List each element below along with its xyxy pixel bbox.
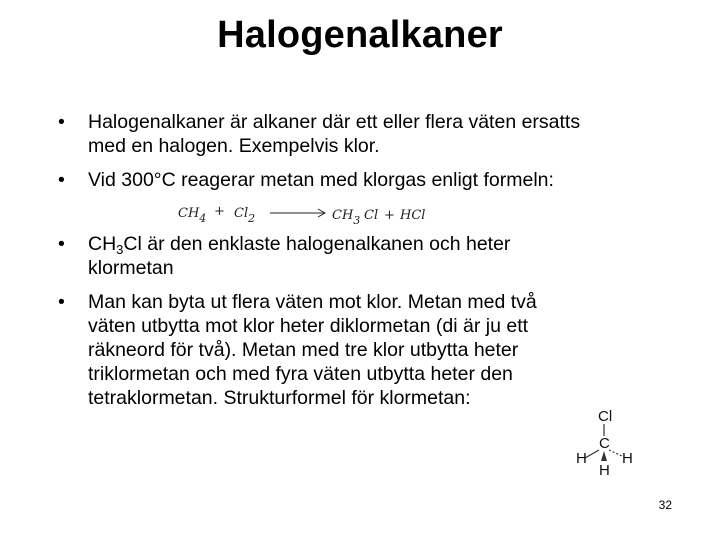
slide-title: Halogenalkaner (217, 14, 503, 56)
bullet-line: triklormetan och med fyra väten utbytta heter den (88, 363, 513, 385)
reaction-formula (178, 200, 438, 230)
bullet-line: klormetan (88, 257, 174, 279)
page-number: 32 (658, 498, 672, 512)
chem-ch: CH (88, 233, 117, 255)
formula-reactant-cl2: $Cl_2$ (234, 206, 256, 225)
atom-c: C (599, 435, 610, 452)
bullet-text (88, 290, 648, 410)
bullet-line: tetraklormetan. Strukturformel för klormetan: (88, 387, 471, 409)
formula-product-ch3: $CH_3$ (332, 208, 361, 227)
chloromethane-structure (568, 404, 648, 484)
bullet-line-formula (88, 232, 648, 256)
bullet-line: räkneord för två). Metan med tre klor utbytta heter (88, 339, 519, 361)
formula-reactant-ch4: $CH_4$ (178, 206, 207, 225)
bullet-dot: • (58, 169, 65, 191)
atom-cl: Cl (598, 408, 613, 425)
bullet-dot: • (58, 111, 65, 133)
bullet-line: väten utbytta mot klor heter diklormetan (di är ju ett (88, 315, 529, 337)
atom-h-bottom: H (599, 462, 610, 479)
reaction-arrow-icon (270, 206, 330, 220)
atom-h-right: H (622, 450, 633, 467)
formula-product-cl: Cl (364, 208, 379, 223)
formula-product-hcl: HCl (400, 208, 426, 223)
bullet-dot: • (58, 291, 65, 313)
formula-plus: + (214, 204, 225, 219)
bullet-text (88, 168, 648, 192)
bullet-line: Man kan byta ut flera väten mot klor. Metan med två (88, 291, 537, 313)
atom-h-left: H (576, 450, 587, 467)
bullet-text (88, 232, 648, 280)
bullet-line: Halogenalkaner är alkaner där ett eller flera väten ersatts (88, 111, 581, 133)
bullet-line: med en halogen. Exempelvis klor. (88, 135, 380, 157)
bullet-text (88, 110, 648, 158)
bullet-dot: • (58, 233, 65, 255)
chem-subscript: 3 (116, 242, 124, 257)
bullet-line: Vid 300°C reagerar metan med klorgas enligt formeln: (88, 169, 554, 191)
formula-plus-2: + (384, 208, 395, 223)
bullet-rest: Cl är den enklaste halogenalkanen och heter (123, 233, 511, 255)
